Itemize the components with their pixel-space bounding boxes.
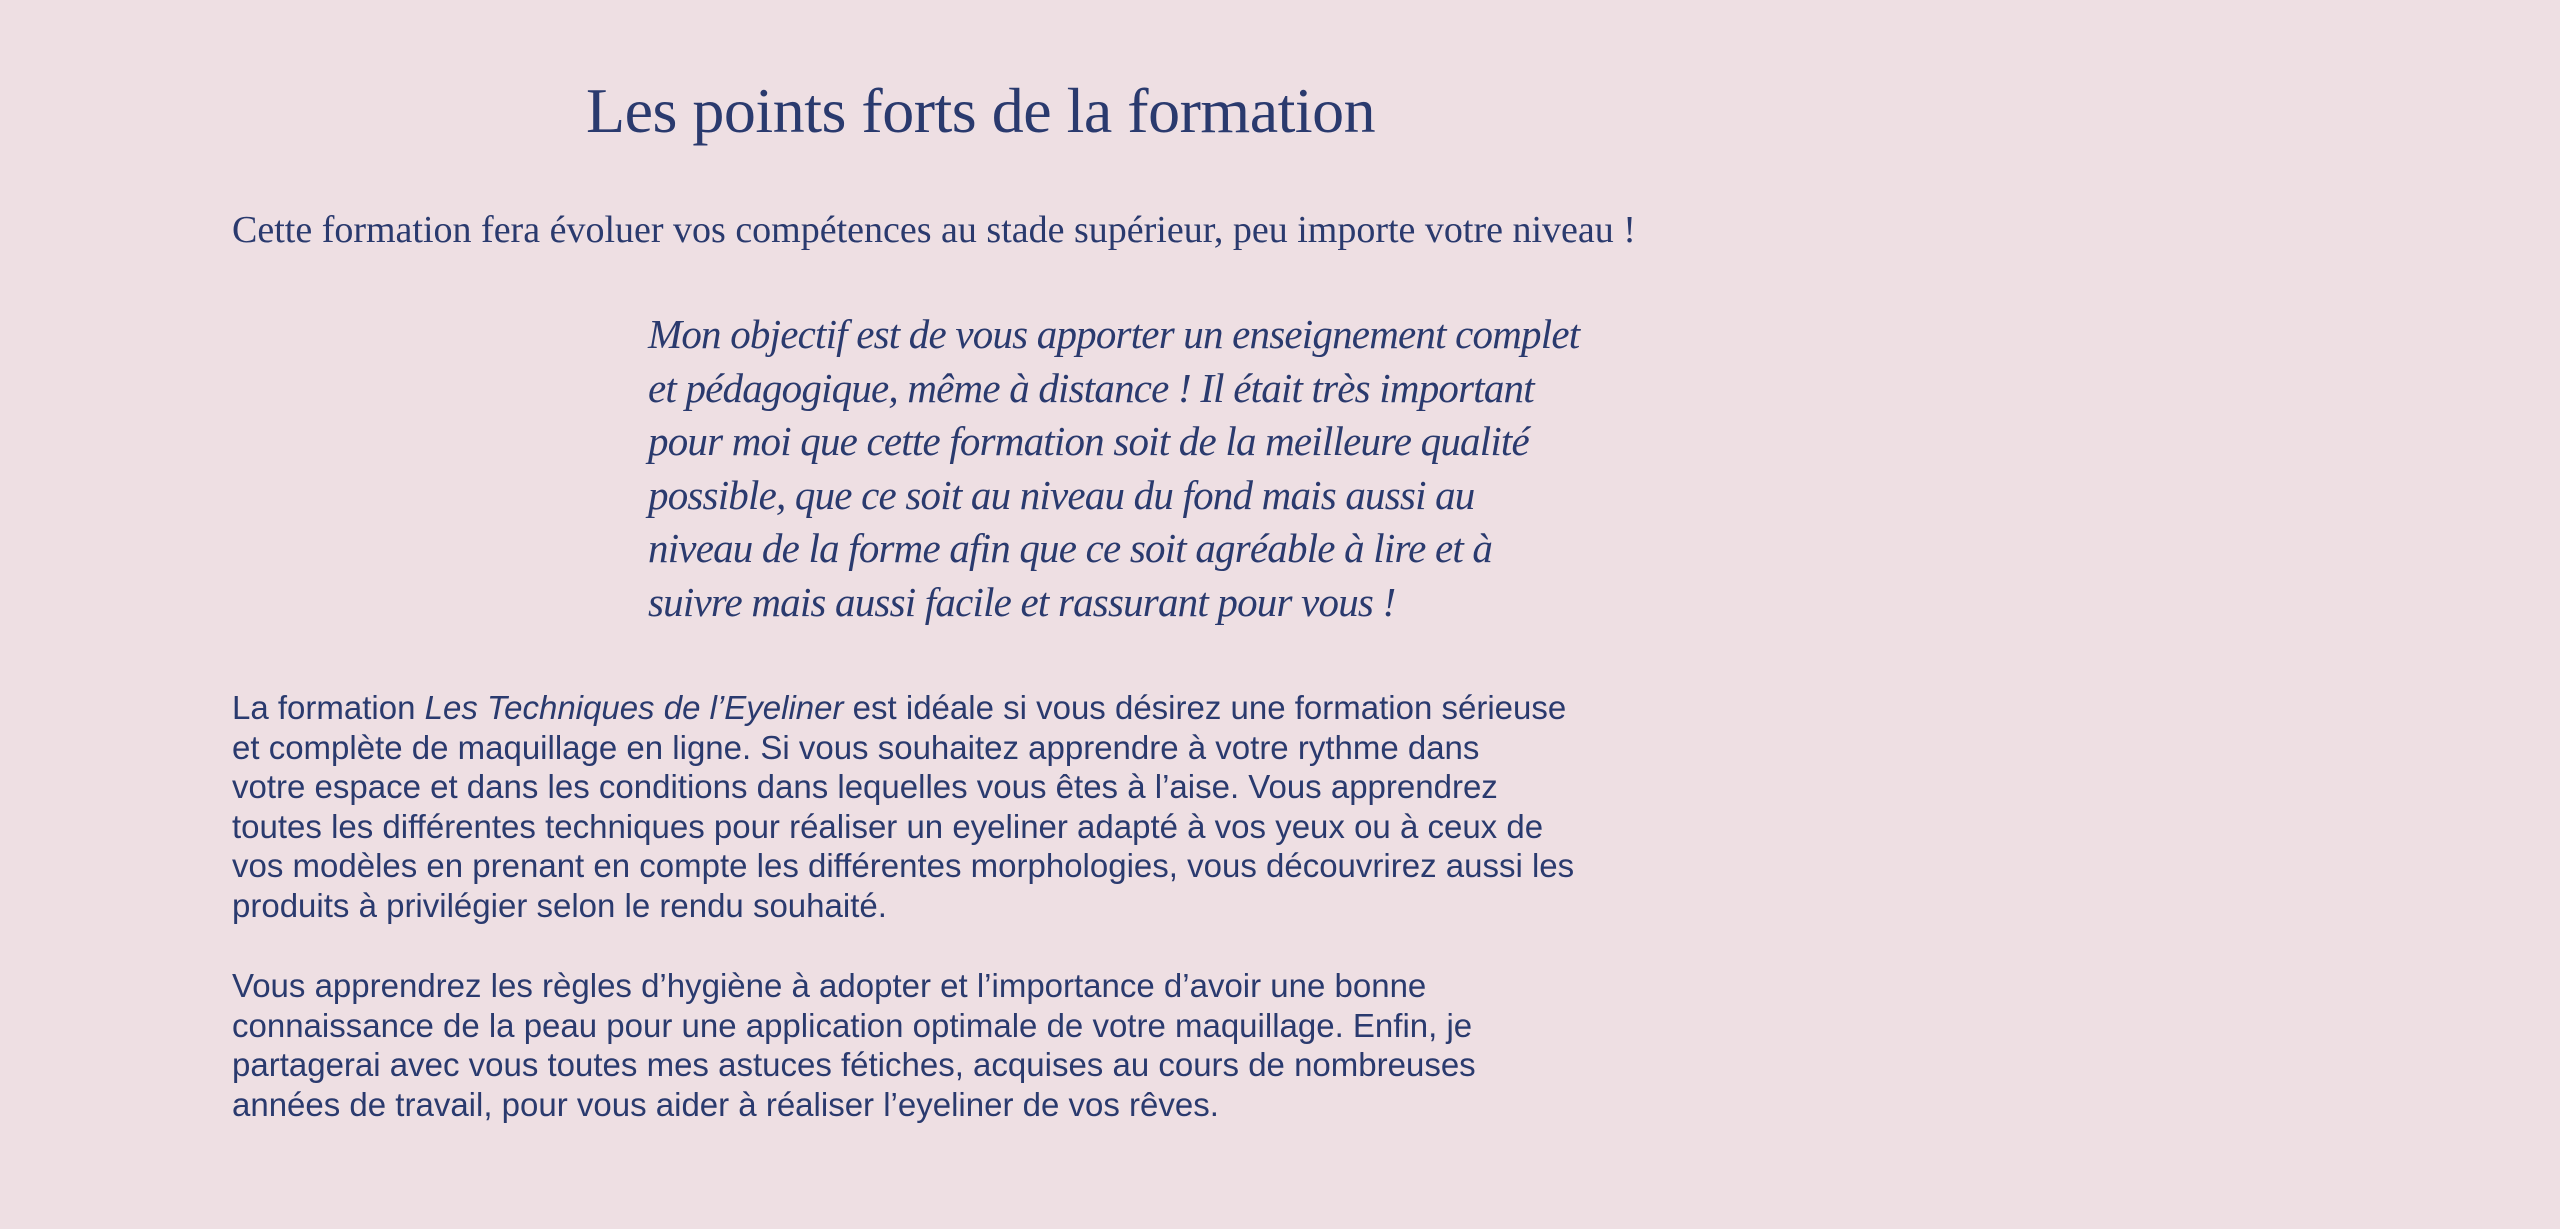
description-paragraph: [232, 688, 1574, 926]
paragraph-line: toutes les différentes techniques pour réaliser un eyeliner adapté à vos yeux ou à ceux de: [232, 807, 1544, 845]
paragraph-text: La formation: [232, 689, 425, 726]
paragraph-line: produits à privilégier selon le rendu souhaité.: [232, 886, 887, 924]
quote-line: pour moi que cette formation soit de la meilleure qualité: [648, 418, 1529, 464]
paragraph-line: connaissance de la peau pour une application optimale de votre maquillage. Enfin, je: [232, 1006, 1473, 1044]
paragraph-line: partagerai avec vous toutes mes astuces fétiches, acquises au cours de nombreuses: [232, 1046, 1476, 1084]
course-title: Les Techniques de l’Eyeliner: [424, 689, 844, 726]
quote-line: niveau de la forme afin que ce soit agréable à lire et à: [648, 525, 1493, 571]
intro-text: Cette formation fera évoluer vos compétences au stade supérieur, peu importe votre niveau !: [232, 209, 1636, 251]
paragraph-line: [232, 688, 1574, 728]
paragraph-text: est idéale si vous désirez une formation sérieuse: [843, 689, 1567, 726]
quote-line: et pédagogique, même à distance ! Il était très important: [648, 364, 1534, 411]
paragraph-line: années de travail, pour vous aider à réaliser l’eyeliner de vos rêves.: [232, 1085, 1219, 1123]
paragraph-line: et complète de maquillage en ligne. Si vous souhaitez apprendre à votre rythme dans: [232, 728, 1480, 766]
quote-block: [648, 308, 1648, 629]
quote-line: suivre mais aussi facile et rassurant pour vous !: [648, 578, 1396, 625]
quote-line: possible, que ce soit au niveau du fond mais aussi au: [648, 471, 1475, 518]
paragraph-line: Vous apprendrez les règles d’hygiène à adopter et l’importance d’avoir une bonne: [232, 967, 1427, 1004]
quote-line: Mon objectif est de vous apporter un enseignement complet: [648, 311, 1580, 357]
hygiene-paragraph: [232, 966, 1476, 1124]
page-title: Les points forts de la formation: [586, 75, 1376, 146]
paragraph-line: votre espace et dans les conditions dans lequelles vous êtes à l’aise. Vous apprendrez: [232, 768, 1498, 806]
paragraph-line: vos modèles en prenant en compte les différentes morphologies, vous découvrirez aussi les: [232, 847, 1575, 885]
